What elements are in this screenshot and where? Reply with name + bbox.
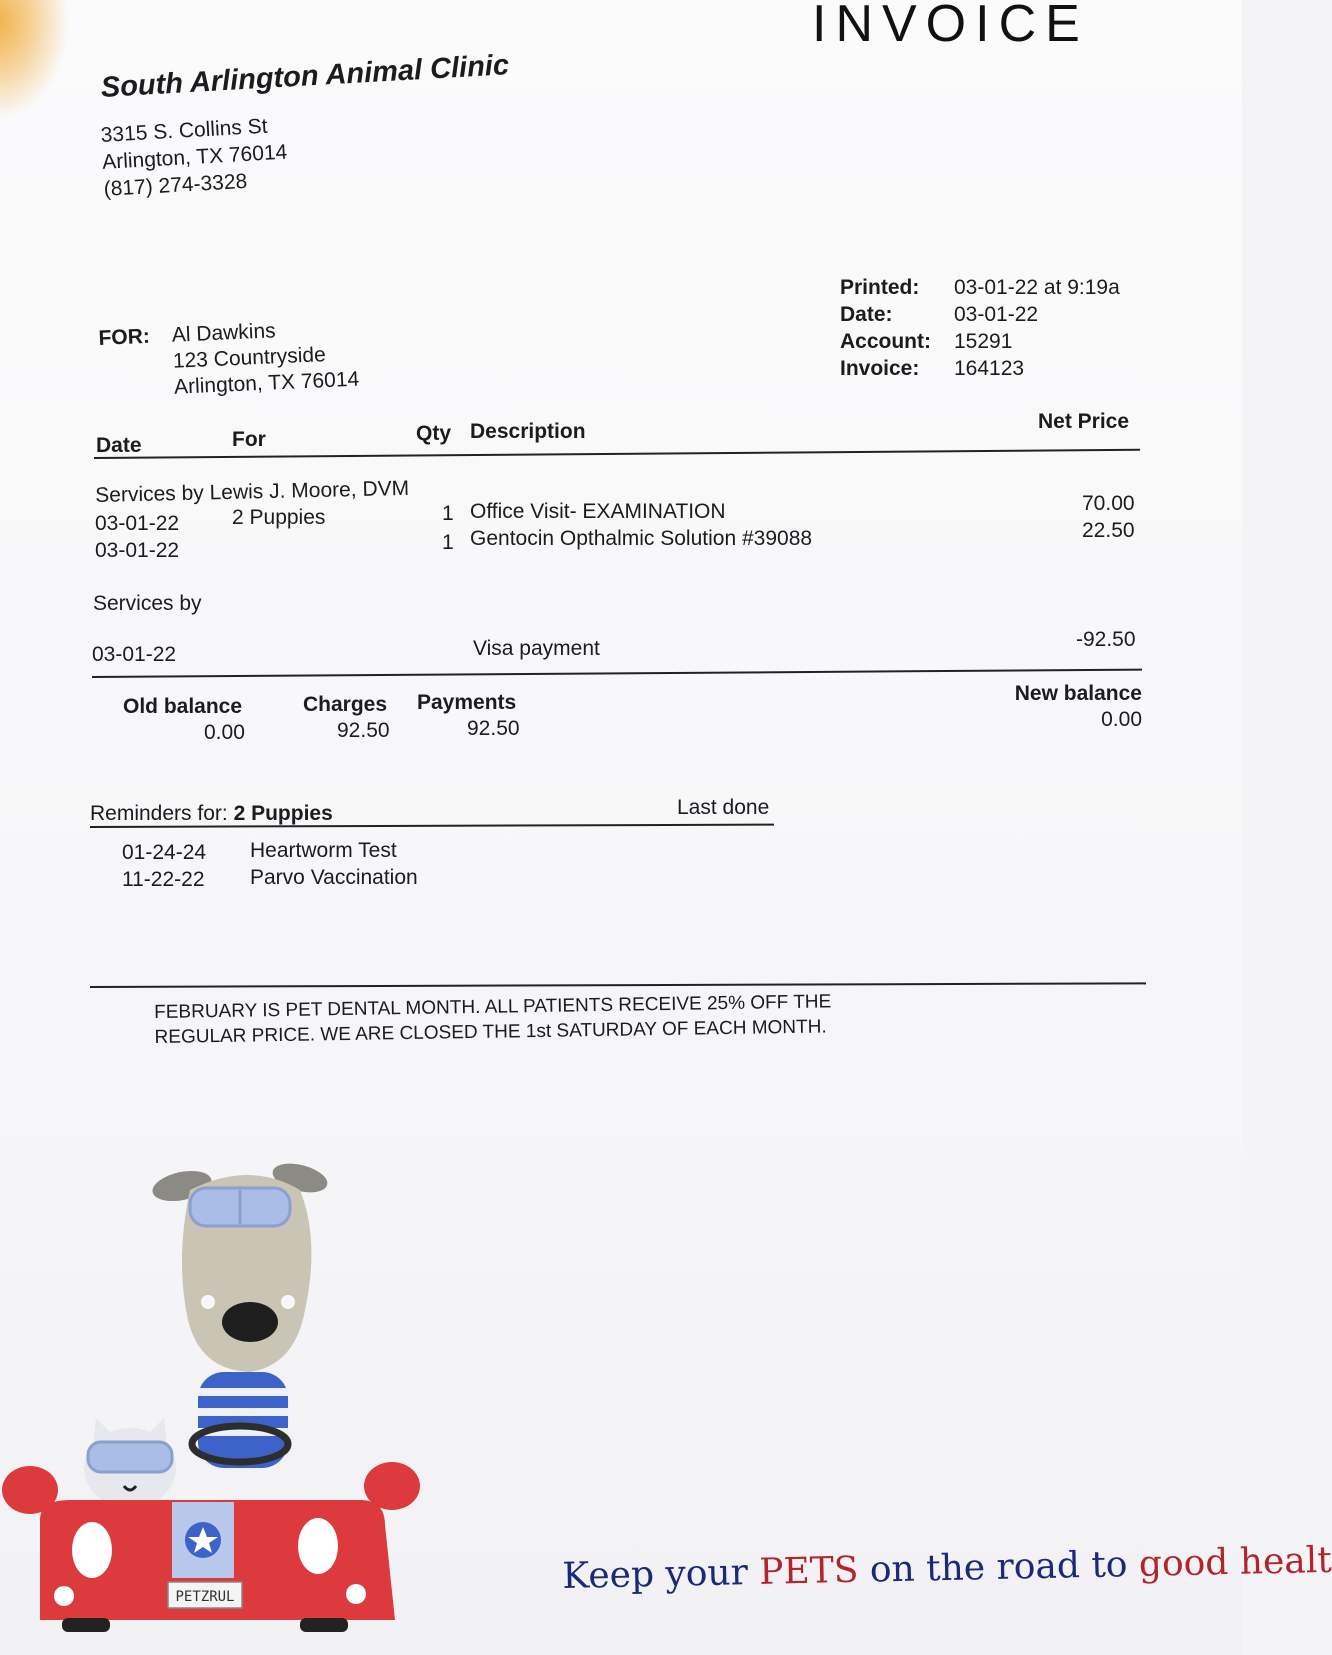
payment-description: Visa payment	[473, 637, 600, 660]
meta-value: 03-01-22	[954, 303, 1039, 326]
row-price: 22.50	[1082, 519, 1135, 542]
payment-divider	[92, 669, 1142, 678]
notice-line: FEBRUARY IS PET DENTAL MONTH. ALL PATIENTS RECEIVE 25% OFF THE	[154, 991, 832, 1023]
reminders-header	[90, 802, 333, 826]
payment-date: 03-01-22	[92, 643, 177, 666]
meta-label: Printed:	[840, 276, 920, 299]
car-wheel	[62, 1618, 110, 1632]
row-for: 2 Puppies	[232, 506, 326, 529]
customer-block	[98, 315, 360, 404]
charges-label: Charges	[303, 693, 388, 716]
row-qty: 1	[442, 502, 454, 525]
last-done-label: Last done	[677, 796, 770, 819]
car-headlight	[298, 1518, 338, 1574]
header-for: For	[232, 428, 266, 451]
tagline-part: Keep your	[562, 1551, 760, 1597]
row-date: 03-01-22	[95, 539, 180, 562]
tagline-pets: PETS	[758, 1549, 859, 1593]
car-mirror	[2, 1466, 58, 1514]
tagline-part: on the road to	[857, 1543, 1140, 1591]
tagline-part: good healt	[1138, 1539, 1332, 1585]
reminder-date: 01-24-24	[122, 841, 207, 864]
tagline	[562, 1540, 1332, 1597]
meta-label: Account:	[840, 330, 931, 353]
dog-nose	[222, 1302, 278, 1342]
corner-stain	[0, 0, 70, 120]
header-qty: Qty	[416, 422, 452, 445]
reminders-pet: 2 Puppies	[233, 802, 333, 825]
header-description: Description	[470, 420, 586, 443]
notice	[154, 989, 832, 1050]
car-headlight	[72, 1522, 112, 1578]
row-date: 03-01-22	[95, 512, 180, 535]
reminders-label: Reminders for:	[90, 802, 228, 825]
customer-name: Al Dawkins	[171, 319, 277, 347]
reminder-date: 11-22-22	[122, 868, 205, 891]
old-balance-label: Old balance	[123, 695, 243, 718]
meta-label: Invoice:	[840, 357, 920, 380]
meta-value: 03-01-22 at 9:19a	[954, 276, 1120, 299]
license-plate-text: PETZRUL	[175, 1589, 235, 1605]
invoice-meta	[840, 276, 1120, 380]
pets-car-illustration	[0, 1150, 420, 1630]
row-description: Gentocin Opthalmic Solution #39088	[470, 527, 813, 550]
meta-value: 15291	[954, 330, 1013, 353]
payment-amount: -92.50	[1076, 628, 1136, 651]
header-net-price: Net Price	[1038, 410, 1130, 433]
cat-goggles	[88, 1442, 172, 1472]
payments-label: Payments	[417, 691, 517, 714]
customer-city: Arlington, TX 76014	[173, 367, 360, 399]
charges-value: 92.50	[337, 719, 390, 742]
customer-label: FOR:	[98, 324, 151, 350]
customer-street: 123 Countryside	[172, 343, 327, 373]
services-group-label: Services by Lewis J. Moore, DVM	[95, 476, 410, 507]
row-qty: 1	[442, 531, 454, 554]
clinic-phone: (817) 274-3328	[103, 169, 248, 201]
meta-value: 164123	[954, 357, 1025, 380]
car-wheel	[300, 1618, 348, 1632]
clinic-city: Arlington, TX 76014	[101, 140, 288, 174]
meta-label: Date:	[840, 303, 893, 326]
document-title: INVOICE	[812, 0, 1089, 53]
notice-divider	[90, 982, 1146, 988]
row-description: Office Visit- EXAMINATION	[470, 500, 726, 523]
services-group-label: Services by	[93, 592, 202, 615]
new-balance-label: New balance	[1014, 682, 1142, 705]
old-balance-value: 0.00	[204, 721, 245, 744]
reminder-name: Heartworm Test	[250, 839, 397, 862]
car-mirror	[364, 1462, 420, 1510]
clinic-name: South Arlington Animal Clinic	[100, 49, 510, 104]
notice-line: REGULAR PRICE. WE ARE CLOSED THE 1st SATURDAY OF EACH MONTH.	[154, 1016, 827, 1048]
clinic-address	[100, 112, 289, 203]
row-price: 70.00	[1082, 492, 1135, 515]
new-balance-value: 0.00	[1101, 708, 1142, 731]
header-date: Date	[96, 434, 142, 457]
reminder-name: Parvo Vaccination	[250, 866, 418, 889]
payments-value: 92.50	[467, 717, 520, 740]
clinic-street: 3315 S. Collins St	[100, 114, 269, 147]
